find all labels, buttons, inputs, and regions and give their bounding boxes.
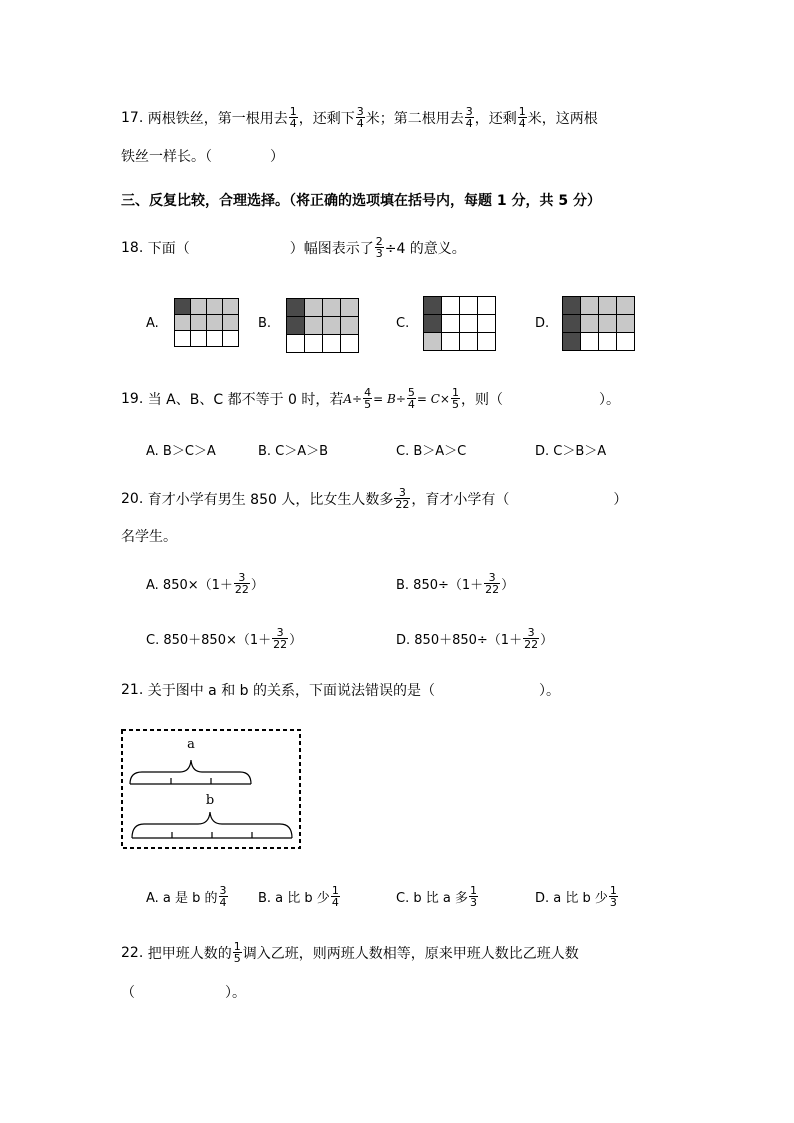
label-a: a: [187, 737, 195, 752]
q18-line1: [121, 236, 466, 259]
q22-line1: [121, 941, 579, 964]
section-3-heading: [121, 190, 601, 210]
q20-option-c-fraction: $\frac{3}{22}$: [273, 626, 288, 651]
q20-option-b: B. 850÷（1＋ $\frac{3}{22}$ ）: [396, 571, 515, 596]
q21-option-d: D. a 比 b 少 $\frac{1}{3}$: [535, 884, 617, 909]
q21-line1: [121, 680, 560, 700]
q20-close-paren: ）: [613, 491, 628, 508]
q20-option-b-fraction: $\frac{3}{22}$: [485, 571, 500, 596]
q20-number: 20.: [121, 490, 144, 507]
q18-option-c-label: C.: [396, 316, 410, 331]
q21-option-a: A. a 是 b 的 $\frac{3}{4}$: [146, 884, 227, 909]
q17-fraction-1: $\frac{1}{4}$: [289, 105, 297, 130]
q19-expr-b: = B÷: [373, 391, 406, 406]
q19-fraction-3: $\frac{1}{5}$: [451, 386, 459, 411]
q21-option-b: B. a 比 b 少 $\frac{1}{4}$: [258, 884, 339, 909]
q20-option-a: A. 850×（1＋ $\frac{3}{22}$ ）: [146, 571, 264, 596]
q17-fraction-4: $\frac{1}{4}$: [518, 105, 526, 130]
q20-option-c: C. 850＋850×（1＋ $\frac{3}{22}$ ）: [146, 626, 303, 651]
q22-line2: [121, 982, 246, 1002]
q22-text-2: 调入乙班，则两班人数相等，原来甲班人数比乙班人数: [242, 945, 579, 962]
q19-fraction-2: $\frac{5}{4}$: [407, 386, 415, 411]
q18-fraction: $\frac{2}{3}$: [375, 235, 383, 260]
brace-a: [130, 760, 251, 784]
q20-option-a-fraction: $\frac{3}{22}$: [234, 571, 249, 596]
q20-option-d: D. 850＋850÷（1＋ $\frac{3}{22}$ ）: [396, 626, 554, 651]
q19-option-c: C. B＞A＞C: [396, 444, 467, 459]
q19-text-3: ）。: [598, 391, 620, 408]
q20-fraction: $\frac{3}{22}$: [395, 486, 410, 511]
q17-fraction-3: $\frac{3}{4}$: [465, 105, 473, 130]
q18-grid-a: [174, 298, 240, 348]
q18-grid-d: [562, 296, 636, 352]
q19-line1: [121, 387, 620, 410]
q17-close-paren: ）: [270, 149, 284, 165]
q21-option-d-fraction: $\frac{1}{3}$: [609, 884, 617, 909]
q19-text-1: 当 A、B、C 都不等于 0 时，若: [147, 391, 344, 408]
q22-fraction: $\frac{1}{5}$: [233, 940, 241, 965]
q18-option-b-label: B.: [258, 316, 272, 331]
q17-text-3: 米；第二根用去: [365, 110, 464, 127]
q17-fraction-2: $\frac{3}{4}$: [356, 105, 364, 130]
q20-text-2: ，育才小学有（: [411, 491, 510, 508]
q19-expr-c: = C×: [416, 391, 450, 406]
q18-grid-c: [423, 296, 497, 352]
q21-option-c: C. b 比 a 多 $\frac{1}{3}$: [396, 884, 477, 909]
q20-option-d-fraction: $\frac{3}{22}$: [524, 626, 539, 651]
q18-option-a-label: A.: [146, 316, 159, 331]
q21-text-2: ）。: [538, 683, 560, 699]
q17-line2: [121, 146, 284, 166]
q22-close-paren: ）。: [225, 985, 246, 1001]
q20-text-3: 名学生。: [121, 529, 177, 545]
q18-text-1: 下面（: [147, 240, 190, 257]
q18-grid-b: [286, 298, 360, 354]
q19-expr-a: A÷: [343, 391, 363, 406]
q18-text-2: ）幅图表示了: [289, 240, 374, 257]
q21-segment-diagram: [120, 728, 304, 852]
q17-text-1: 两根铁丝，第一根用去: [147, 110, 288, 127]
q19-option-a: A. B＞C＞A: [146, 444, 216, 459]
q17-number: 17.: [121, 109, 144, 126]
q20-line1: [121, 487, 627, 510]
q19-number: 19.: [121, 390, 144, 407]
q17-text-4: ，还剩: [474, 110, 517, 127]
q21-option-a-fraction: $\frac{3}{4}$: [219, 884, 227, 909]
q17-line1: [121, 106, 598, 129]
q22-number: 22.: [121, 944, 144, 961]
q17-text-6: 铁丝一样长。（: [121, 149, 212, 165]
q22-open-paren: （: [121, 985, 135, 1001]
q22-text-1: 把甲班人数的: [147, 945, 232, 962]
q19-option-b: B. C＞A＞B: [258, 444, 329, 459]
label-b: b: [205, 793, 215, 808]
q18-number: 18.: [121, 239, 144, 256]
q17-text-2: ，还剩下: [298, 110, 355, 127]
q20-line2: [121, 526, 177, 546]
dashed-frame: [122, 730, 300, 848]
q17-text-5: 米，这两根: [527, 110, 598, 127]
q21-number: 21.: [121, 682, 144, 698]
q19-fraction-1: $\frac{4}{5}$: [364, 386, 372, 411]
q21-option-c-fraction: $\frac{1}{3}$: [469, 884, 477, 909]
q18-text-3: ÷4 的意义。: [384, 240, 466, 257]
q19-option-d: D. C＞B＞A: [535, 444, 607, 459]
q21-text-1: 关于图中 a 和 b 的关系，下面说法错误的是（: [147, 683, 435, 699]
q21-option-b-fraction: $\frac{1}{4}$: [331, 884, 339, 909]
q20-text-1: 育才小学有男生 850 人，比女生人数多: [147, 491, 394, 508]
section-3-title: 三、反复比较，合理选择。（将正确的选项填在括号内，每题 1 分，共 5 分）: [121, 193, 601, 209]
q18-option-d-label: D.: [535, 316, 550, 331]
q19-text-2: ，则（: [460, 391, 503, 408]
